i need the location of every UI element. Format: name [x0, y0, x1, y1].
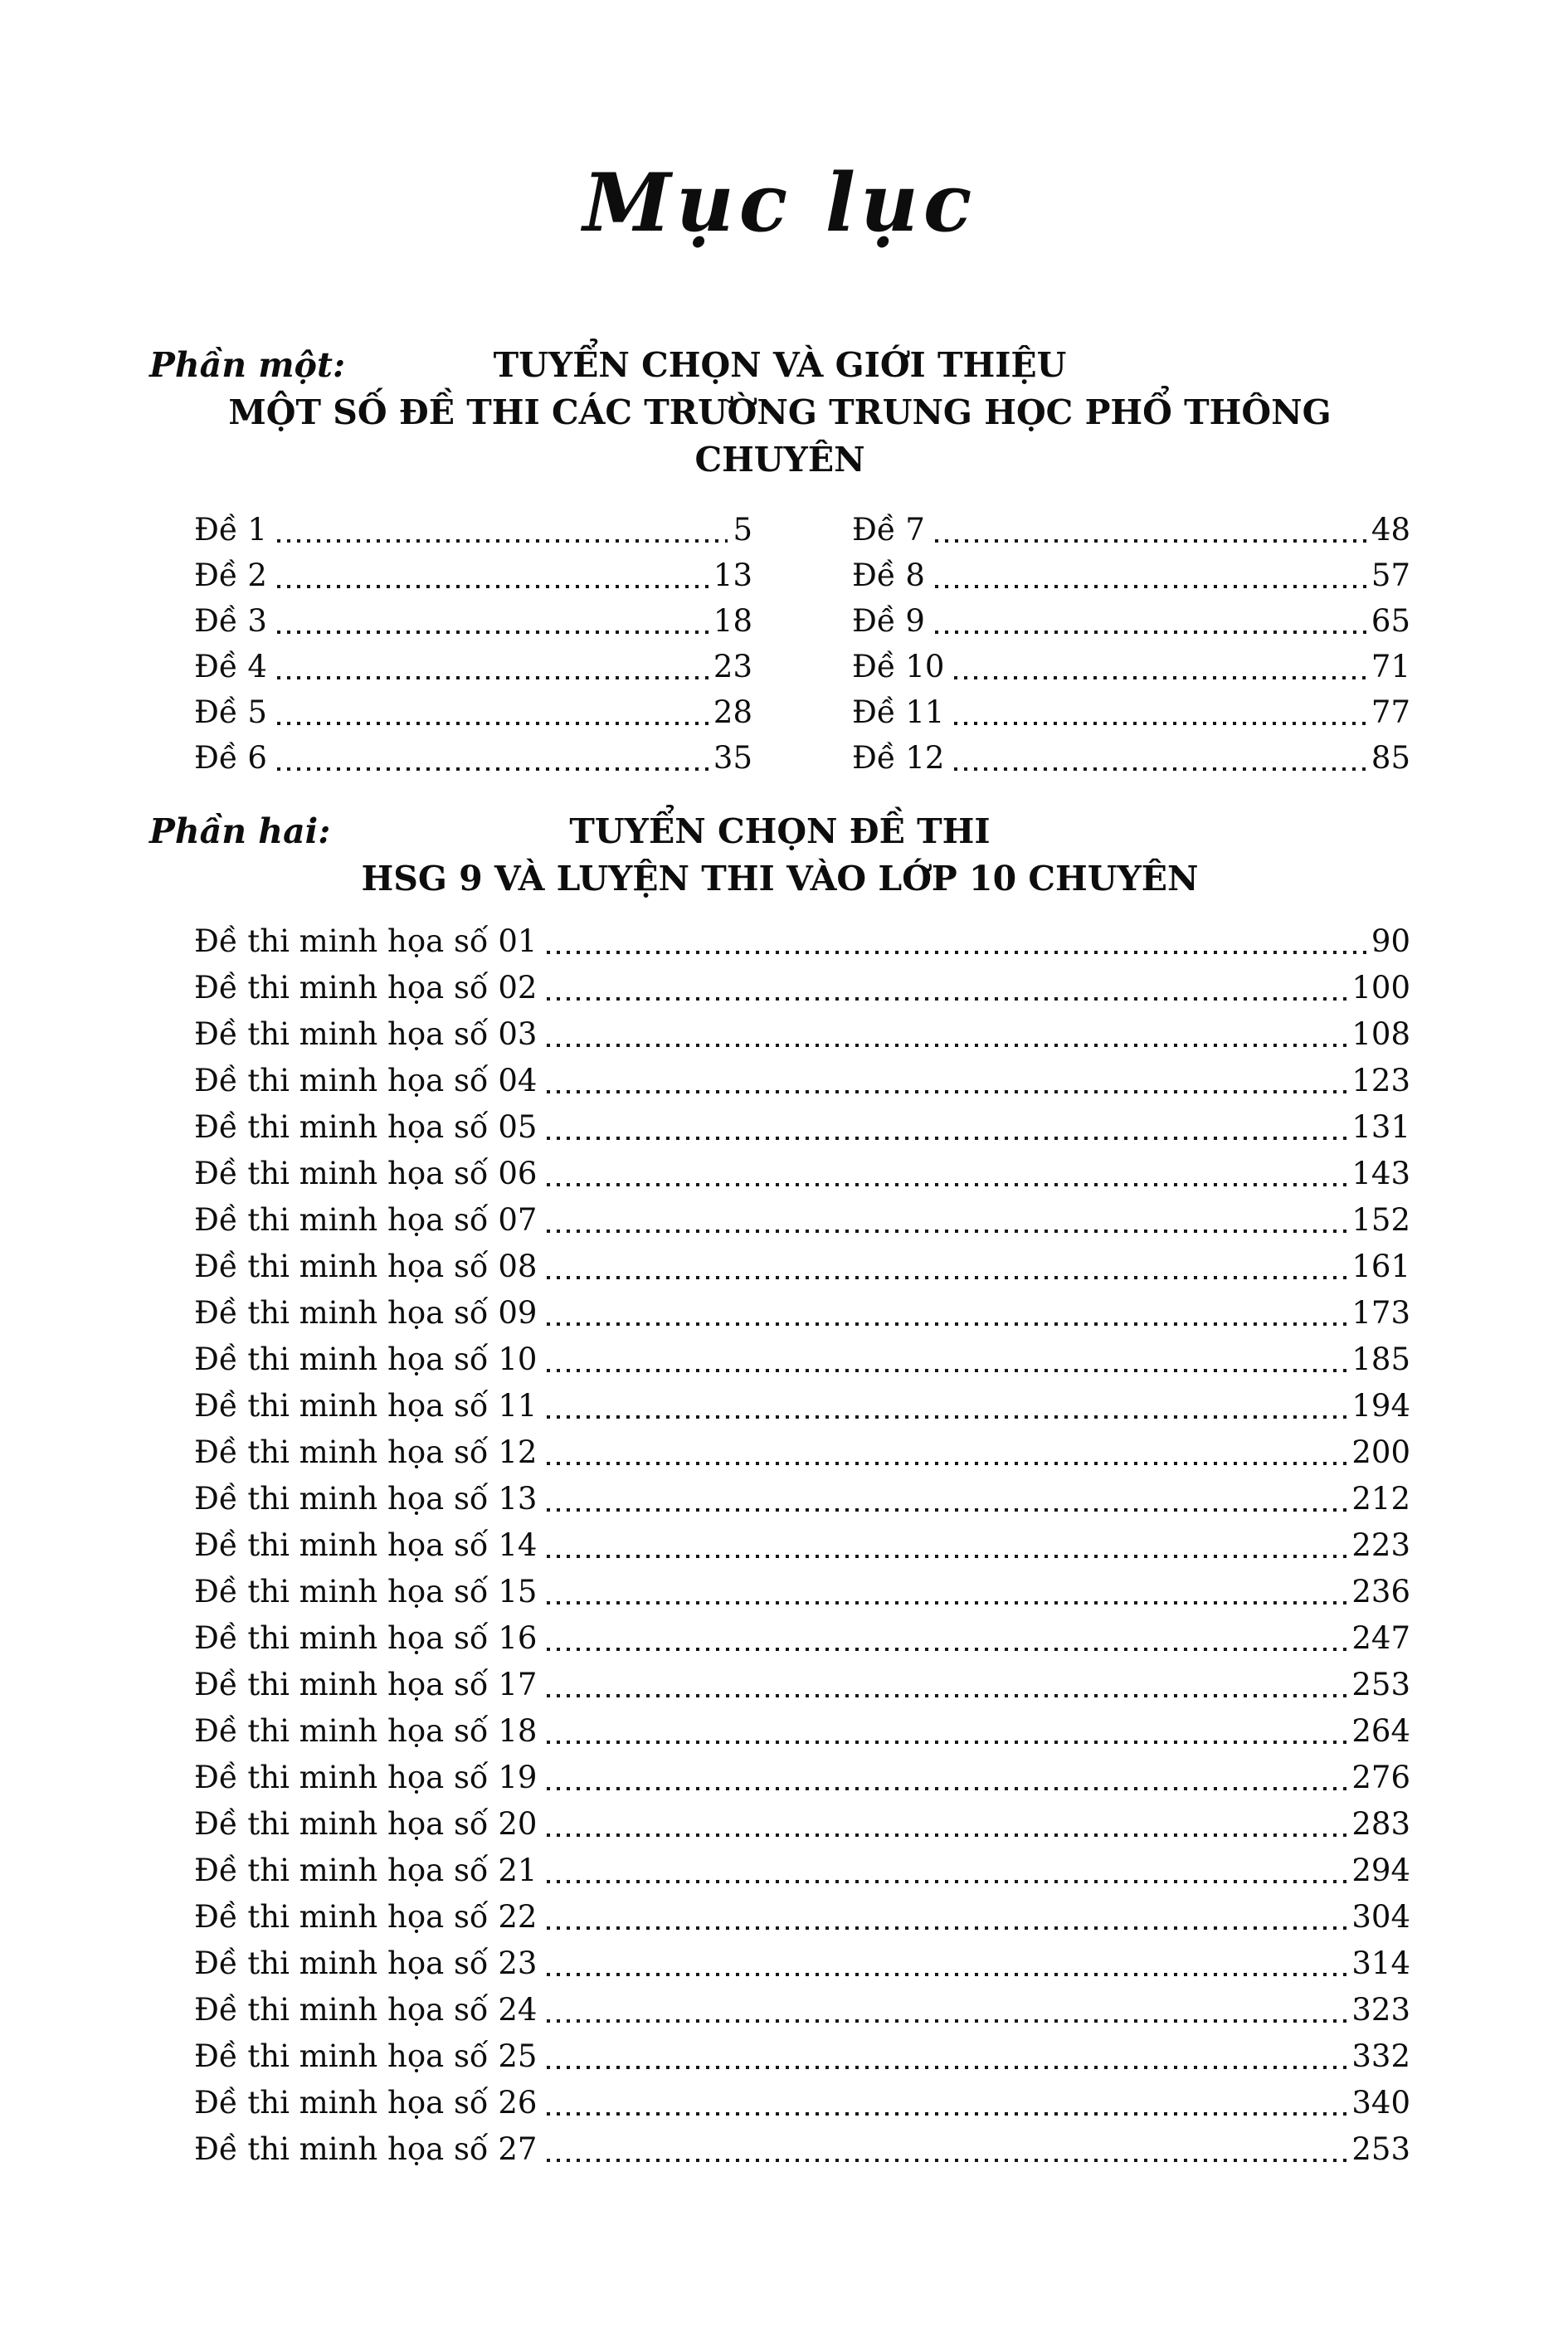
dot-leader: [547, 1368, 1346, 1372]
dot-leader: [547, 1554, 1346, 1558]
part-one-toc-left-column: [194, 503, 752, 777]
toc-row: [194, 731, 752, 777]
toc-page-number: 65: [1371, 602, 1410, 639]
toc-entry-label: Đề thi minh họa số 23: [194, 1945, 538, 1981]
dot-leader: [547, 2018, 1346, 2023]
toc-row: [194, 1332, 1410, 1378]
toc-entry-label: Đề thi minh họa số 26: [194, 2084, 538, 2121]
toc-entry-label: Đề thi minh họa số 21: [194, 1852, 538, 1888]
toc-row: [194, 1889, 1410, 1936]
toc-page-number: 90: [1371, 923, 1410, 959]
dot-leader: [547, 1972, 1346, 1976]
toc-page-number: 35: [713, 739, 752, 776]
toc-row: [194, 1564, 1410, 1610]
dot-leader: [277, 538, 728, 543]
toc-page-number: 143: [1351, 1155, 1410, 1191]
toc-row: [194, 1750, 1410, 1796]
toc-page-number: 236: [1351, 1573, 1410, 1609]
dot-leader: [547, 1786, 1346, 1790]
toc-entry-label: Đề 7: [852, 511, 925, 548]
toc-row: [194, 1657, 1410, 1703]
toc-entry-label: Đề thi minh họa số 09: [194, 1294, 538, 1331]
toc-page-number: 294: [1351, 1852, 1410, 1888]
toc-entry-label: Đề thi minh họa số 20: [194, 1805, 538, 1842]
toc-row: [194, 1099, 1410, 1146]
dot-leader: [547, 1647, 1346, 1651]
toc-row: [194, 1053, 1410, 1099]
toc-entry-label: Đề 12: [852, 739, 945, 776]
toc-page-number: 108: [1351, 1015, 1410, 1052]
part-one-heading-line1: TUYỂN CHỌN VÀ GIỚI THIỆU: [493, 345, 1067, 386]
toc-page-number: 253: [1351, 2130, 1410, 2167]
toc-row: [852, 685, 1410, 731]
part-one-heading: [149, 342, 1410, 483]
dot-leader: [547, 1740, 1346, 1744]
toc-page-number: 340: [1351, 2084, 1410, 2121]
part-one-label: Phần một:: [149, 345, 346, 386]
dot-leader: [547, 2111, 1346, 2116]
toc-row: [194, 1378, 1410, 1424]
dot-leader: [547, 996, 1346, 1001]
toc-entry-label: Đề thi minh họa số 04: [194, 1062, 538, 1098]
toc-page-number: 161: [1351, 1248, 1410, 1284]
toc-entry-label: Đề 3: [194, 602, 267, 639]
toc-page-number: 332: [1351, 2038, 1410, 2074]
dot-leader: [547, 1229, 1346, 1233]
toc-entry-label: Đề 2: [194, 557, 267, 593]
toc-page-number: 57: [1371, 557, 1410, 593]
toc-row: [194, 1517, 1410, 1564]
toc-entry-label: Đề thi minh họa số 19: [194, 1759, 538, 1795]
toc-entry-label: Đề thi minh họa số 12: [194, 1434, 538, 1470]
toc-row: [194, 1703, 1410, 1750]
toc-page-number: 283: [1351, 1805, 1410, 1842]
toc-row: [852, 503, 1410, 548]
toc-row: [194, 548, 752, 594]
toc-row: [194, 2075, 1410, 2121]
dot-leader: [277, 721, 709, 725]
toc-entry-label: Đề thi minh họa số 07: [194, 1201, 538, 1238]
page-title: Mục lục: [582, 156, 977, 250]
dot-leader: [547, 1879, 1346, 1883]
toc-page-number: 223: [1351, 1527, 1410, 1563]
toc-row: [194, 1843, 1410, 1889]
dot-leader: [547, 950, 1366, 954]
toc-row: [852, 548, 1410, 594]
part-one-toc: [149, 483, 1410, 777]
toc-entry-label: Đề thi minh họa số 03: [194, 1015, 538, 1052]
dot-leader: [547, 1275, 1346, 1279]
toc-entry-label: Đề thi minh họa số 22: [194, 1898, 538, 1935]
toc-page-number: 212: [1351, 1480, 1410, 1517]
dot-leader: [277, 767, 709, 771]
toc-row: [194, 1285, 1410, 1332]
toc-entry-label: Đề thi minh họa số 15: [194, 1573, 538, 1609]
dot-leader: [954, 767, 1366, 771]
part-two-label: Phần hai:: [149, 811, 331, 852]
toc-entry-label: Đề thi minh họa số 18: [194, 1712, 538, 1749]
toc-entry-label: Đề 11: [852, 694, 945, 730]
toc-page-number: 100: [1351, 969, 1410, 1006]
toc-row: [194, 503, 752, 548]
toc-page-number: 264: [1351, 1712, 1410, 1749]
toc-page-number: 200: [1351, 1434, 1410, 1470]
dot-leader: [547, 1926, 1346, 1930]
toc-page-number: 13: [713, 557, 752, 593]
dot-leader: [277, 675, 709, 679]
toc-page-number: 304: [1351, 1898, 1410, 1935]
toc-page-number: 276: [1351, 1759, 1410, 1795]
toc-row: [194, 1471, 1410, 1517]
toc-page-number: 123: [1351, 1062, 1410, 1098]
toc-page-number: 152: [1351, 1201, 1410, 1238]
toc-row: [194, 2121, 1410, 2168]
toc-row: [194, 1982, 1410, 2028]
toc-entry-label: Đề thi minh họa số 16: [194, 1619, 538, 1656]
part-two-toc: [149, 902, 1410, 2168]
dot-leader: [547, 1043, 1346, 1047]
part-one-toc-right-column: [852, 503, 1410, 777]
toc-row: [194, 685, 752, 731]
toc-page-number: 18: [713, 602, 752, 639]
dot-leader: [547, 1089, 1346, 1093]
part-two-heading-line2: HSG 9 VÀ LUYỆN THI VÀO LỚP 10 CHUYÊN: [361, 858, 1199, 898]
dot-leader: [547, 2158, 1346, 2162]
toc-page-number: 185: [1351, 1341, 1410, 1377]
toc-row: [194, 594, 752, 640]
toc-row: [194, 960, 1410, 1006]
dot-leader: [547, 1507, 1346, 1512]
dot-leader: [547, 1136, 1346, 1140]
toc-entry-label: Đề 6: [194, 739, 267, 776]
dot-leader: [547, 1693, 1346, 1697]
toc-row: [194, 1936, 1410, 1982]
toc-row: [194, 1006, 1410, 1053]
toc-entry-label: Đề 5: [194, 694, 267, 730]
toc-row: [194, 1146, 1410, 1192]
toc-row: [194, 913, 1410, 960]
toc-entry-label: Đề thi minh họa số 24: [194, 1991, 538, 2028]
part-two-heading-line1: TUYỂN CHỌN ĐỀ THI: [569, 811, 991, 852]
toc-entry-label: Đề thi minh họa số 14: [194, 1527, 538, 1563]
toc-page-number: 173: [1351, 1294, 1410, 1331]
toc-page-number: 323: [1351, 1991, 1410, 2028]
toc-page-number: 48: [1371, 511, 1410, 548]
toc-entry-label: Đề thi minh họa số 11: [194, 1387, 538, 1424]
dot-leader: [277, 630, 709, 634]
toc-page-number: 85: [1371, 739, 1410, 776]
toc-entry-label: Đề thi minh họa số 08: [194, 1248, 538, 1284]
dot-leader: [547, 1415, 1346, 1419]
part-two-heading: [149, 808, 1410, 902]
toc-entry-label: Đề thi minh họa số 10: [194, 1341, 538, 1377]
toc-row: [194, 2028, 1410, 2075]
toc-row: [194, 1796, 1410, 1843]
toc-entry-label: Đề thi minh họa số 02: [194, 969, 538, 1006]
dot-leader: [935, 630, 1366, 634]
toc-page-number: 314: [1351, 1945, 1410, 1981]
toc-row: [852, 640, 1410, 685]
toc-row: [852, 731, 1410, 777]
toc-row: [194, 1610, 1410, 1657]
dot-leader: [277, 584, 709, 588]
toc-page-number: 5: [733, 511, 752, 548]
toc-entry-label: Đề 9: [852, 602, 925, 639]
dot-leader: [547, 1322, 1346, 1326]
toc-entry-label: Đề thi minh họa số 25: [194, 2038, 538, 2074]
toc-entry-label: Đề 4: [194, 648, 267, 684]
toc-entry-label: Đề thi minh họa số 27: [194, 2130, 538, 2167]
toc-row: [194, 1192, 1410, 1239]
toc-entry-label: Đề thi minh họa số 05: [194, 1108, 538, 1145]
toc-row: [194, 640, 752, 685]
toc-page-number: 194: [1351, 1387, 1410, 1424]
toc-page-number: 247: [1351, 1619, 1410, 1656]
toc-page-number: 28: [713, 694, 752, 730]
toc-entry-label: Đề 10: [852, 648, 945, 684]
part-one-heading-line2: MỘT SỐ ĐỀ THI CÁC TRƯỜNG TRUNG HỌC PHỔ THÔNG CHUYÊN: [228, 392, 1332, 480]
dot-leader: [547, 1182, 1346, 1186]
toc-page-number: 71: [1371, 648, 1410, 684]
toc-page-number: 253: [1351, 1666, 1410, 1702]
toc-page-number: 77: [1371, 694, 1410, 730]
dot-leader: [547, 2065, 1346, 2069]
toc-row: [194, 1239, 1410, 1285]
toc-entry-label: Đề thi minh họa số 06: [194, 1155, 538, 1191]
toc-entry-label: Đề thi minh họa số 01: [194, 923, 538, 959]
dot-leader: [935, 538, 1366, 543]
dot-leader: [547, 1600, 1346, 1605]
toc-entry-label: Đề thi minh họa số 17: [194, 1666, 538, 1702]
toc-entry-label: Đề 1: [194, 511, 267, 548]
dot-leader: [547, 1461, 1346, 1465]
toc-row: [852, 594, 1410, 640]
dot-leader: [954, 721, 1366, 725]
dot-leader: [954, 675, 1366, 679]
toc-entry-label: Đề thi minh họa số 13: [194, 1480, 538, 1517]
dot-leader: [935, 584, 1366, 588]
toc-page-number: 131: [1351, 1108, 1410, 1145]
toc-page-number: 23: [713, 648, 752, 684]
toc-entry-label: Đề 8: [852, 557, 925, 593]
dot-leader: [547, 1833, 1346, 1837]
toc-row: [194, 1424, 1410, 1471]
